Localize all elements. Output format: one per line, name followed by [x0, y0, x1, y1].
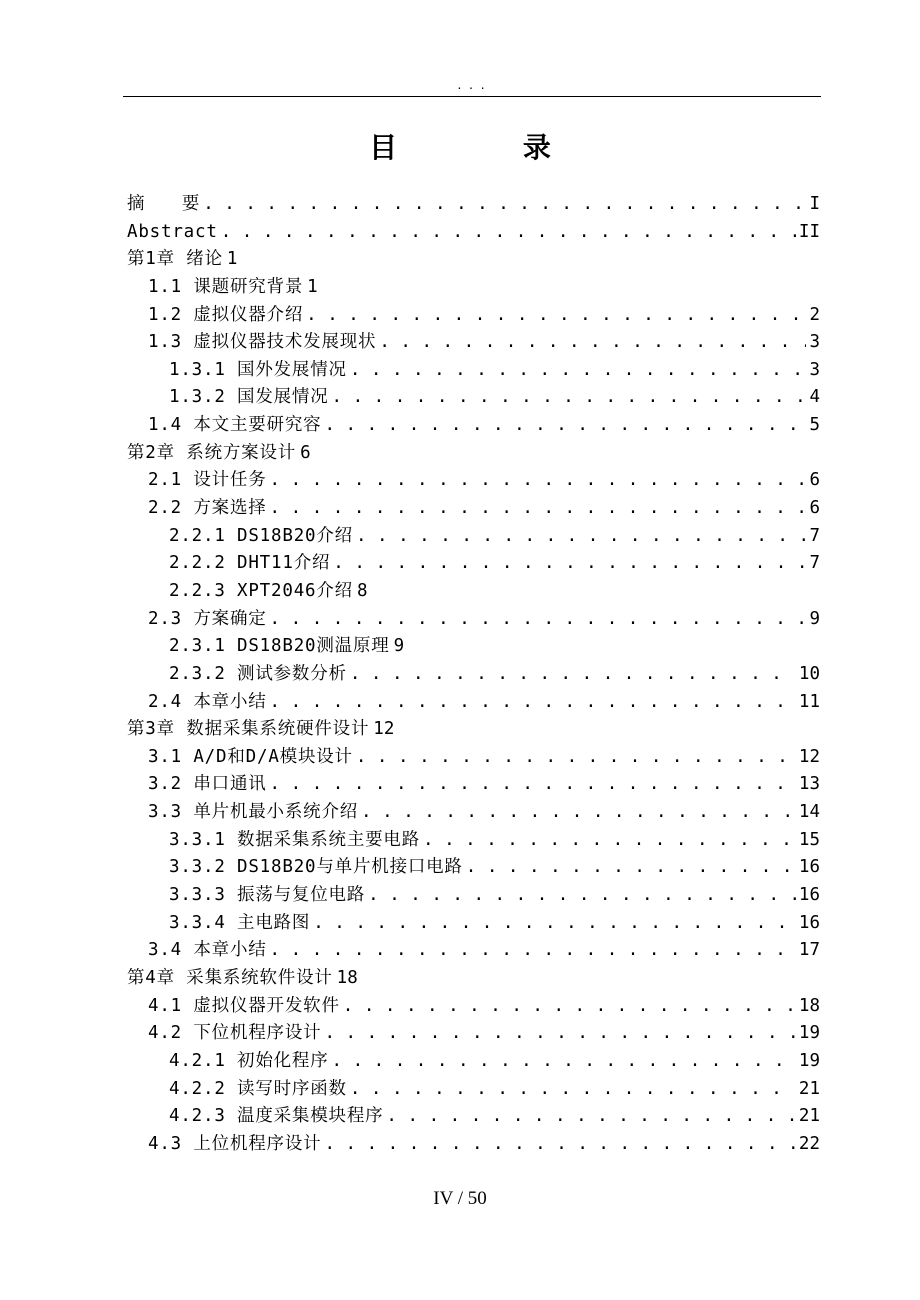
- toc-entry[interactable]: [127, 799, 820, 827]
- toc-entry-label: 4.1 虚拟仪器开发软件: [148, 995, 340, 1016]
- toc-entry-label: 3.3.4 主电路图: [169, 912, 311, 933]
- toc-entry[interactable]: [127, 744, 820, 772]
- toc-entry[interactable]: [127, 412, 820, 440]
- toc-dot-leader: [356, 744, 796, 772]
- toc-entry-label: 4.2.1 初始化程序: [169, 1050, 329, 1071]
- toc-entry-label: Abstract: [127, 221, 218, 242]
- toc-entry-page: 21: [798, 1078, 820, 1099]
- toc-entry-page: 19: [798, 1050, 820, 1071]
- toc-dot-leader: [332, 1048, 796, 1076]
- toc-entry-label: 1.2 虚拟仪器介绍: [148, 304, 304, 325]
- toc-entry[interactable]: [127, 910, 820, 938]
- toc-entry-page: 16: [798, 857, 820, 878]
- toc-entry-page: 13: [798, 774, 820, 795]
- toc-entry-page: 7: [809, 525, 820, 546]
- toc-entry-label: 2.2.2 DHT11介绍: [169, 553, 331, 574]
- toc-dot-leader: [333, 550, 806, 578]
- toc-entry-label: 1.3.1 国外发展情况: [169, 359, 347, 380]
- toc-entry[interactable]: [127, 274, 820, 302]
- toc-dot-leader: [203, 191, 806, 219]
- toc-entry-label: 4.3 上位机程序设计: [148, 1133, 322, 1154]
- toc-dot-leader: [466, 854, 796, 882]
- toc-dot-leader: [350, 661, 796, 689]
- toc-entry[interactable]: [127, 716, 820, 744]
- toc-entry-page: 11: [798, 691, 820, 712]
- toc-entry-label: 4.2.2 读写时序函数: [169, 1078, 347, 1099]
- toc-entry-page: 7: [809, 553, 820, 574]
- toc-entry-page: 6: [809, 470, 820, 491]
- toc-entry[interactable]: [127, 993, 820, 1021]
- toc-entry[interactable]: [127, 523, 820, 551]
- toc-entry[interactable]: [127, 329, 820, 357]
- toc-entry-page: 10: [798, 663, 820, 684]
- toc-dot-leader: [423, 827, 796, 855]
- toc-entry-label: 2.3.2 测试参数分析: [169, 663, 347, 684]
- header-rule: [123, 96, 821, 97]
- toc-entry[interactable]: [127, 467, 820, 495]
- toc-dot-leader: [324, 1020, 795, 1048]
- toc-entry[interactable]: [127, 246, 820, 274]
- toc-dot-leader: [332, 384, 807, 412]
- toc-entry-label: 3.3.2 DS18B20与单片机接口电路: [169, 857, 463, 878]
- toc-entry-page: II: [798, 221, 820, 242]
- toc-entry-label: 2.3 方案确定: [148, 608, 267, 629]
- toc-entry-page: 9: [393, 636, 405, 657]
- toc-entry-label: 2.2 方案选择: [148, 498, 267, 519]
- toc-entry-page: 5: [809, 415, 820, 436]
- toc-entry[interactable]: [127, 550, 820, 578]
- toc-entry-label: 2.2.3 XPT2046介绍: [169, 580, 353, 601]
- toc-entry-label: 1.1 课题研究背景: [148, 276, 304, 297]
- toc-entry[interactable]: [127, 689, 820, 717]
- toc-entry[interactable]: [127, 937, 820, 965]
- page-title: 目 录: [369, 131, 609, 164]
- toc-entry-label: 1.3 虚拟仪器技术发展现状: [148, 332, 377, 353]
- toc-entry[interactable]: [127, 771, 820, 799]
- toc-entry[interactable]: [127, 661, 820, 689]
- toc-entry[interactable]: [127, 827, 820, 855]
- toc-dot-leader: [324, 1131, 795, 1159]
- toc-dot-leader: [221, 219, 796, 247]
- toc-entry-label: 4.2.3 温度采集模块程序: [169, 1106, 384, 1127]
- toc-entry-page: 15: [798, 829, 820, 850]
- toc-dot-leader: [324, 412, 806, 440]
- toc-entry-label: 3.1 A/D和D/A模块设计: [148, 746, 353, 767]
- toc-entry[interactable]: [127, 219, 820, 247]
- toc-entry-page: 19: [798, 1023, 820, 1044]
- toc-entry-page: 1: [307, 276, 318, 297]
- page-number-footer: IV / 50: [433, 1188, 487, 1209]
- toc-entry[interactable]: [127, 1076, 820, 1104]
- toc-entry-label: 2.1 设计任务: [148, 470, 267, 491]
- toc-entry-page: 22: [798, 1133, 820, 1154]
- toc-entry[interactable]: [127, 357, 820, 385]
- toc-entry-page: I: [809, 194, 820, 214]
- toc-dot-leader: [343, 993, 796, 1021]
- toc-entry-label: 1.4 本文主要研究容: [148, 415, 322, 436]
- toc-entry[interactable]: [127, 440, 820, 468]
- toc-dot-leader: [270, 467, 807, 495]
- toc-entry-page: 14: [798, 802, 820, 823]
- table-of-contents: [127, 191, 820, 1158]
- toc-dot-leader: [270, 689, 796, 717]
- toc-entry[interactable]: [127, 1048, 820, 1076]
- toc-entry[interactable]: [127, 854, 820, 882]
- toc-entry[interactable]: [127, 1131, 820, 1159]
- toc-entry-label: 1.3.2 国发展情况: [169, 387, 329, 408]
- toc-entry-page: 18: [798, 995, 820, 1016]
- toc-entry[interactable]: [127, 965, 820, 993]
- toc-entry-page: 4: [809, 387, 820, 408]
- toc-entry-page: 6: [300, 442, 311, 463]
- toc-dot-leader: [368, 882, 796, 910]
- toc-entry-label: 第3章 数据采集系统硬件设计: [127, 719, 370, 740]
- toc-dot-leader: [270, 937, 796, 965]
- toc-entry-label: 3.3 单片机最小系统介绍: [148, 802, 359, 823]
- toc-entry[interactable]: [127, 882, 820, 910]
- toc-dot-leader: [270, 606, 807, 634]
- toc-entry-page: 12: [373, 719, 395, 740]
- toc-entry[interactable]: [127, 606, 820, 634]
- toc-entry-label: 第2章 系统方案设计: [127, 442, 297, 463]
- toc-entry-label: 3.4 本章小结: [148, 940, 267, 961]
- toc-entry-page: 21: [798, 1106, 820, 1127]
- toc-entry[interactable]: [127, 495, 820, 523]
- toc-entry-page: 18: [336, 967, 358, 988]
- toc-entry-page: 2: [809, 304, 820, 325]
- toc-entry-label: 第1章 绪论: [127, 249, 223, 270]
- toc-dot-leader: [386, 1103, 796, 1131]
- toc-entry-label: 4.2 下位机程序设计: [148, 1023, 322, 1044]
- toc-entry-label: 2.3.1 DS18B20测温原理: [169, 636, 390, 657]
- toc-entry-page: 3: [809, 359, 820, 380]
- toc-entry-label: 3.2 串口通讯: [148, 774, 267, 795]
- toc-dot-leader: [313, 910, 796, 938]
- toc-dot-leader: [361, 799, 796, 827]
- toc-dot-leader: [356, 523, 806, 551]
- toc-entry-page: 8: [356, 580, 368, 601]
- toc-entry-page: 6: [809, 498, 820, 519]
- toc-entry-page: 12: [798, 746, 820, 767]
- toc-entry-page: 1: [226, 249, 238, 270]
- toc-entry-label: 摘 要: [127, 194, 201, 214]
- toc-entry-label: 3.3.3 振荡与复位电路: [169, 885, 366, 906]
- toc-dot-leader: [270, 495, 807, 523]
- toc-entry-label: 第4章 采集系统软件设计: [127, 967, 333, 988]
- toc-entry[interactable]: [127, 191, 820, 219]
- toc-entry[interactable]: [127, 633, 820, 661]
- toc-dot-leader: [350, 1076, 796, 1104]
- toc-entry[interactable]: [127, 302, 820, 330]
- toc-entry-label: 2.4 本章小结: [148, 691, 267, 712]
- toc-entry-page: 16: [798, 885, 820, 906]
- toc-dot-leader: [379, 329, 806, 357]
- toc-entry-label: 2.2.1 DS18B20介绍: [169, 525, 353, 546]
- toc-entry[interactable]: [127, 1020, 820, 1048]
- toc-entry[interactable]: [127, 384, 820, 412]
- toc-entry-page: 17: [798, 940, 820, 961]
- toc-entry[interactable]: [127, 1103, 820, 1131]
- toc-entry-label: 3.3.1 数据采集系统主要电路: [169, 829, 421, 850]
- toc-entry-page: 3: [809, 332, 820, 353]
- toc-dot-leader: [270, 771, 796, 799]
- toc-dot-leader: [350, 357, 807, 385]
- toc-entry[interactable]: [127, 578, 820, 606]
- toc-entry-page: 16: [798, 912, 820, 933]
- toc-dot-leader: [306, 302, 806, 330]
- header-dots: . . .: [457, 78, 487, 92]
- toc-entry-page: 9: [809, 608, 820, 629]
